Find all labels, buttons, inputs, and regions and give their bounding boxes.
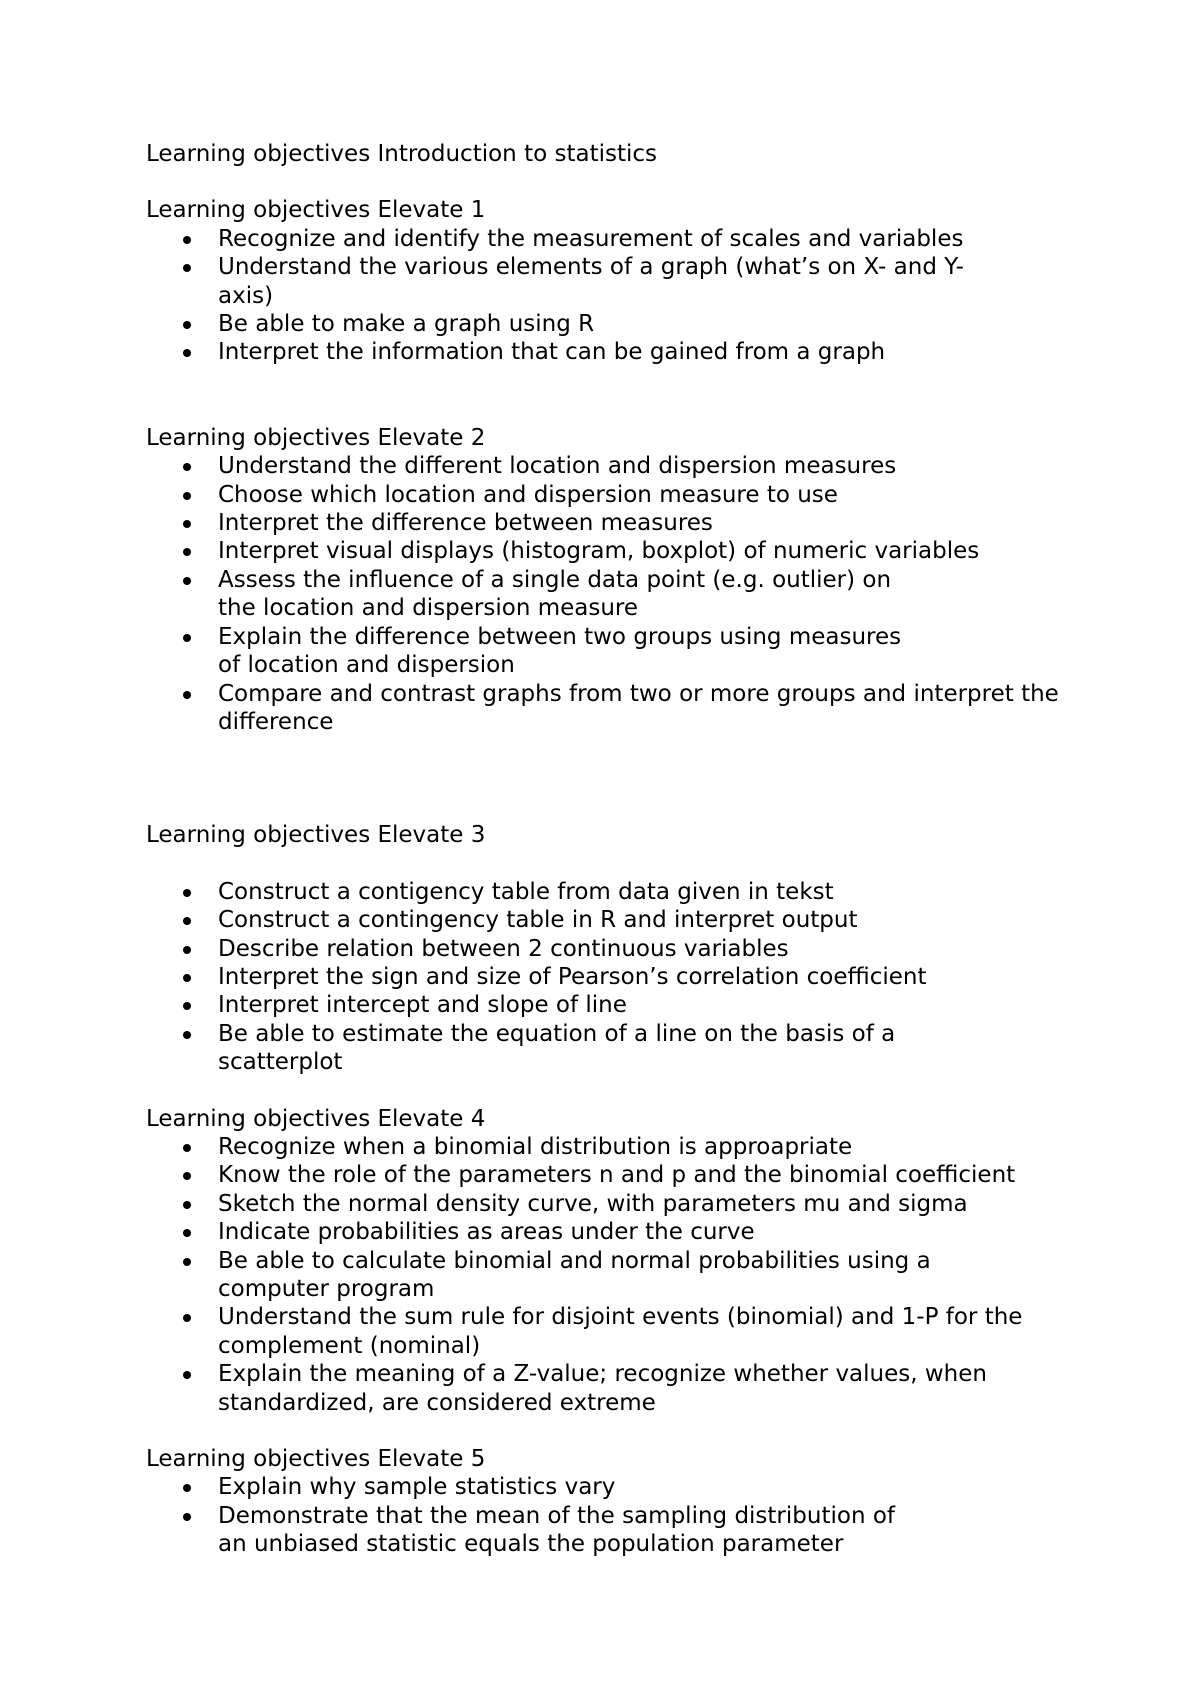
list-item-text: Indicate probabilities as areas under the curve [218,1219,755,1246]
list-item-text: Interpret the difference between measures [218,510,713,537]
list-item-text: Interpret visual displays (histogram, boxplot) of numeric variables [218,538,980,565]
bullet-icon [183,917,191,925]
list-item [146,481,1076,509]
list-item-text: Interpret the sign and size of Pearson’s correlation coefficient [218,963,927,990]
section-heading: Learning objectives Elevate 2 [146,424,486,451]
list-item-text: Know the role of the parameters n and p and the binomial coefficient [218,1162,1016,1189]
section-elevate-1 [146,196,1076,366]
list-item-text: Construct a contingency table in R and interpret output [218,907,858,934]
bullet-icon [183,1172,191,1180]
list-item [146,1303,1076,1360]
list-item-text: Interpret the information that can be gained from a graph [218,339,886,366]
list-item [146,991,1076,1019]
section-elevate-3 [146,821,1076,1076]
list-item-text: Sketch the normal density curve, with parameters mu and sigma [218,1190,968,1217]
list-item [146,509,1076,537]
list-item [146,537,1076,565]
list-item [146,935,1076,963]
list-item [146,680,1076,737]
bullet-icon [183,463,191,471]
section-heading: Learning objectives Elevate 3 [146,822,486,849]
list-item-text: Explain the meaning of a Z-value; recognize whether values, when standardized, are considered extreme [218,1361,987,1416]
document-title: Learning objectives Introduction to statistics [146,141,657,167]
document-page [146,140,1076,1559]
list-item [146,1133,1076,1161]
list-item-text: Explain why sample statistics vary [218,1474,616,1501]
list-item [146,566,1076,623]
bullet-icon [183,1201,191,1209]
list-item [146,225,1016,253]
list-item-text: Explain the difference between two groups using measures of location and dispersion [218,623,902,679]
section-heading: Learning objectives Elevate 4 [146,1105,486,1132]
list-item-text: Construct a contigency table from data given in tekst [218,878,834,905]
section-elevate-2 [146,424,1076,736]
bullet-icon [183,1002,191,1010]
list-item-text: Choose which location and dispersion measure to use [218,481,838,508]
list-item-text: Be able to make a graph using R [218,311,595,338]
objectives-list [146,1473,1076,1558]
list-item-text: Be able to estimate the equation of a line on the basis of a scatterplot [218,1020,896,1076]
bullet-icon [183,349,191,357]
bullet-icon [183,1513,191,1521]
bullet-icon [183,492,191,500]
bullet-icon [183,691,191,699]
list-item [146,906,1076,934]
section-heading: Learning objectives Elevate 1 [146,197,486,224]
list-item-text: Demonstrate that the mean of the sampling distribution of an unbiased statistic equals the population parameter [218,1502,895,1558]
objectives-list [146,225,1016,367]
section-elevate-5 [146,1445,1076,1559]
list-item [146,338,1016,366]
list-item-text: Understand the various elements of a graph (what’s on X- and Y-axis) [218,254,964,309]
list-item [146,878,1076,906]
bullet-icon [183,1314,191,1322]
list-item-text: Assess the influence of a single data point (e.g. outlier) on the location and dispersion measure [218,566,892,622]
list-item-text: Recognize when a binomial distribution is approapriate [218,1133,853,1160]
bullet-icon [183,1144,191,1152]
list-item [146,310,1016,338]
bullet-icon [183,1258,191,1266]
list-item [146,1190,1076,1218]
list-item [146,623,1076,680]
list-item-text: Interpret intercept and slope of line [218,992,627,1019]
section-elevate-4 [146,1105,1076,1417]
list-item-text: Understand the different location and dispersion measures [218,453,897,480]
bullet-icon [183,1371,191,1379]
bullet-icon [183,321,191,329]
objectives-list [146,1133,1076,1417]
bullet-icon [183,236,191,244]
list-item [146,1161,1076,1189]
list-item [146,253,1016,310]
section-heading: Learning objectives Elevate 5 [146,1446,486,1473]
list-item-text: Describe relation between 2 continuous variables [218,935,789,962]
list-item [146,1247,1076,1304]
list-item [146,452,1076,480]
list-item-text: Understand the sum rule for disjoint events (binomial) and 1-P for the complement (nominal) [218,1304,1023,1359]
list-item [146,1502,1076,1559]
bullet-icon [183,1229,191,1237]
bullet-icon [183,889,191,897]
objectives-list [146,878,1076,1077]
list-item [146,1218,1076,1246]
list-item [146,1360,1076,1417]
bullet-icon [183,974,191,982]
bullet-icon [183,548,191,556]
list-item-text: Be able to calculate binomial and normal probabilities using a computer program [218,1247,931,1302]
list-item-text: Recognize and identify the measurement of scales and variables [218,225,964,252]
bullet-icon [183,634,191,642]
list-item [146,1473,1076,1501]
bullet-icon [183,264,191,272]
bullet-icon [183,1031,191,1039]
bullet-icon [183,520,191,528]
list-item [146,963,1076,991]
list-item [146,1020,1076,1077]
objectives-list [146,452,1076,736]
bullet-icon [183,1484,191,1492]
bullet-icon [183,577,191,585]
bullet-icon [183,946,191,954]
list-item-text: Compare and contrast graphs from two or more groups and interpret the difference [218,680,1059,735]
